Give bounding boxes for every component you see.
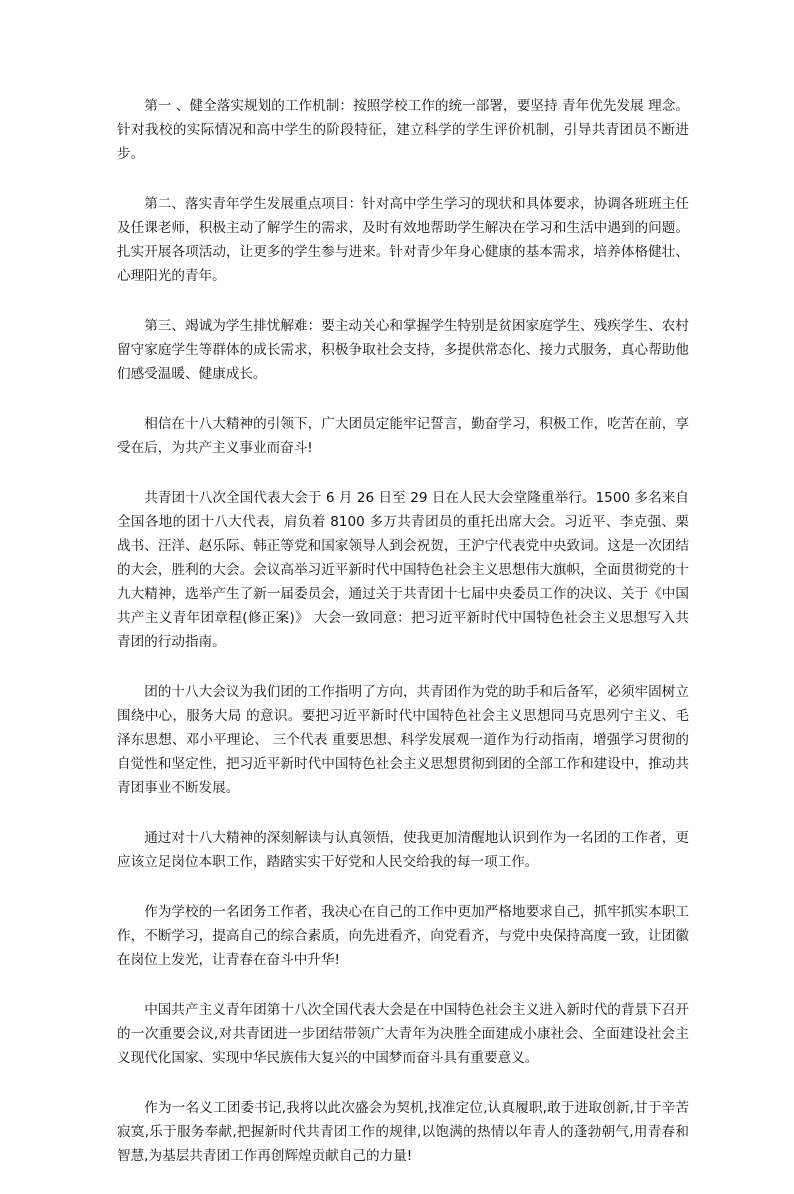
paragraph-5: 共青团十八次全国代表大会于 6 月 26 日至 29 日在人民大会堂隆重举行。1500 多名来自全国各地的团十八大代表，肩负着 8100 多万共青团员的重托出席大会。习近平、李克强、栗战书、汪洋、赵乐际、韩正等党和国家领导人到会祝贺，王沪宁代表党中央致词。这是一次团结的大会，胜利的大会。会议高举习近平新时代中国特色社会主义思想伟大旗帜，全面贯彻党的十九大精神，选举产生了新一届委员会，通过关于共青团十七届中央委员工作的决议、关于《中国共产主义青年团章程(修正案)》 大会一致同意：把习近平新时代中国特色社会主义思想写入共青团的行动指南。 [117, 490, 689, 650]
paragraph-4: 相信在十八大精神的引领下，广大团员定能牢记誓言，勤奋学习，积极工作，吃苦在前，享受在后，为共产主义事业而奋斗! [117, 416, 689, 456]
paragraph-6: 团的十八大会议为我们团的工作指明了方向，共青团作为党的助手和后备军，必须牢固树立 围绕中心，服务大局 的意识。要把习近平新时代中国特色社会主义思想同马克思列宁主义、毛泽东思想、邓小平理论、 三个代表 重要思想、科学发展观一道作为行动指南，增强学习贯彻的自觉性和坚定性，把习近平新时代中国特色社会主义思想贯彻到团的全部工作和建设中，推动共青团事业不断发展。 [117, 684, 689, 796]
paragraph-1: 第一 、健全落实规划的工作机制：按照学校工作的统一部署，要坚持 青年优先发展 理念。针对我校的实际情况和高中学生的阶段特征，建立科学的学生评价机制，引导共青团员不断进步。 [117, 98, 689, 162]
document-body [117, 94, 689, 1194]
paragraph-9: 中国共产主义青年团第十八次全国代表大会是在中国特色社会主义进入新时代的背景下召开的一次重要会议,对共青团进一步团结带领广大青年为决胜全面建成小康社会、全面建设社会主义现代化国家、实现中华民族伟大复兴的中国梦而奋斗具有重要意义。 [117, 1002, 689, 1066]
paragraph-2: 第二、落实青年学生发展重点项目：针对高中学生学习的现状和具体要求，协调各班班主任及任课老师，积极主动了解学生的需求，及时有效地帮助学生解决在学习和生活中遇到的问题。扎实开展各项活动，让更多的学生参与进来。针对青少年身心健康的基本需求，培养体格健壮、心理阳光的青年。 [117, 196, 689, 284]
paragraph-3: 第三、竭诚为学生排忧解难：要主动关心和掌握学生特别是贫困家庭学生、残疾学生、农村留守家庭学生等群体的成长需求，积极争取社会支持，多提供常态化、接力式服务，真心帮助他们感受温暖、健康成长。 [117, 318, 689, 382]
paragraph-10: 作为一名义工团委书记,我将以此次盛会为契机,找准定位,认真履职,敢于进取创新,甘于辛苦寂寞,乐于服务奉献,把握新时代共青团工作的规律,以饱满的热情以年青人的蓬勃朝气,用青春和智慧,为基层共青团工作再创辉煌贡献自己的力量! [117, 1100, 689, 1164]
paragraph-8: 作为学校的一名团务工作者，我决心在自己的工作中更加严格地要求自己，抓牢抓实本职工作，不断学习，提高自己的综合素质，向先进看齐，向党看齐，与党中央保持高度一致，让团徽在岗位上发光，让青春在奋斗中升华! [117, 904, 689, 968]
paragraph-7: 通过对十八大精神的深刻解读与认真领悟，使我更加清醒地认识到作为一名团的工作者，更应该立足岗位本职工作，踏踏实实干好党和人民交给我的每一项工作。 [117, 830, 689, 870]
